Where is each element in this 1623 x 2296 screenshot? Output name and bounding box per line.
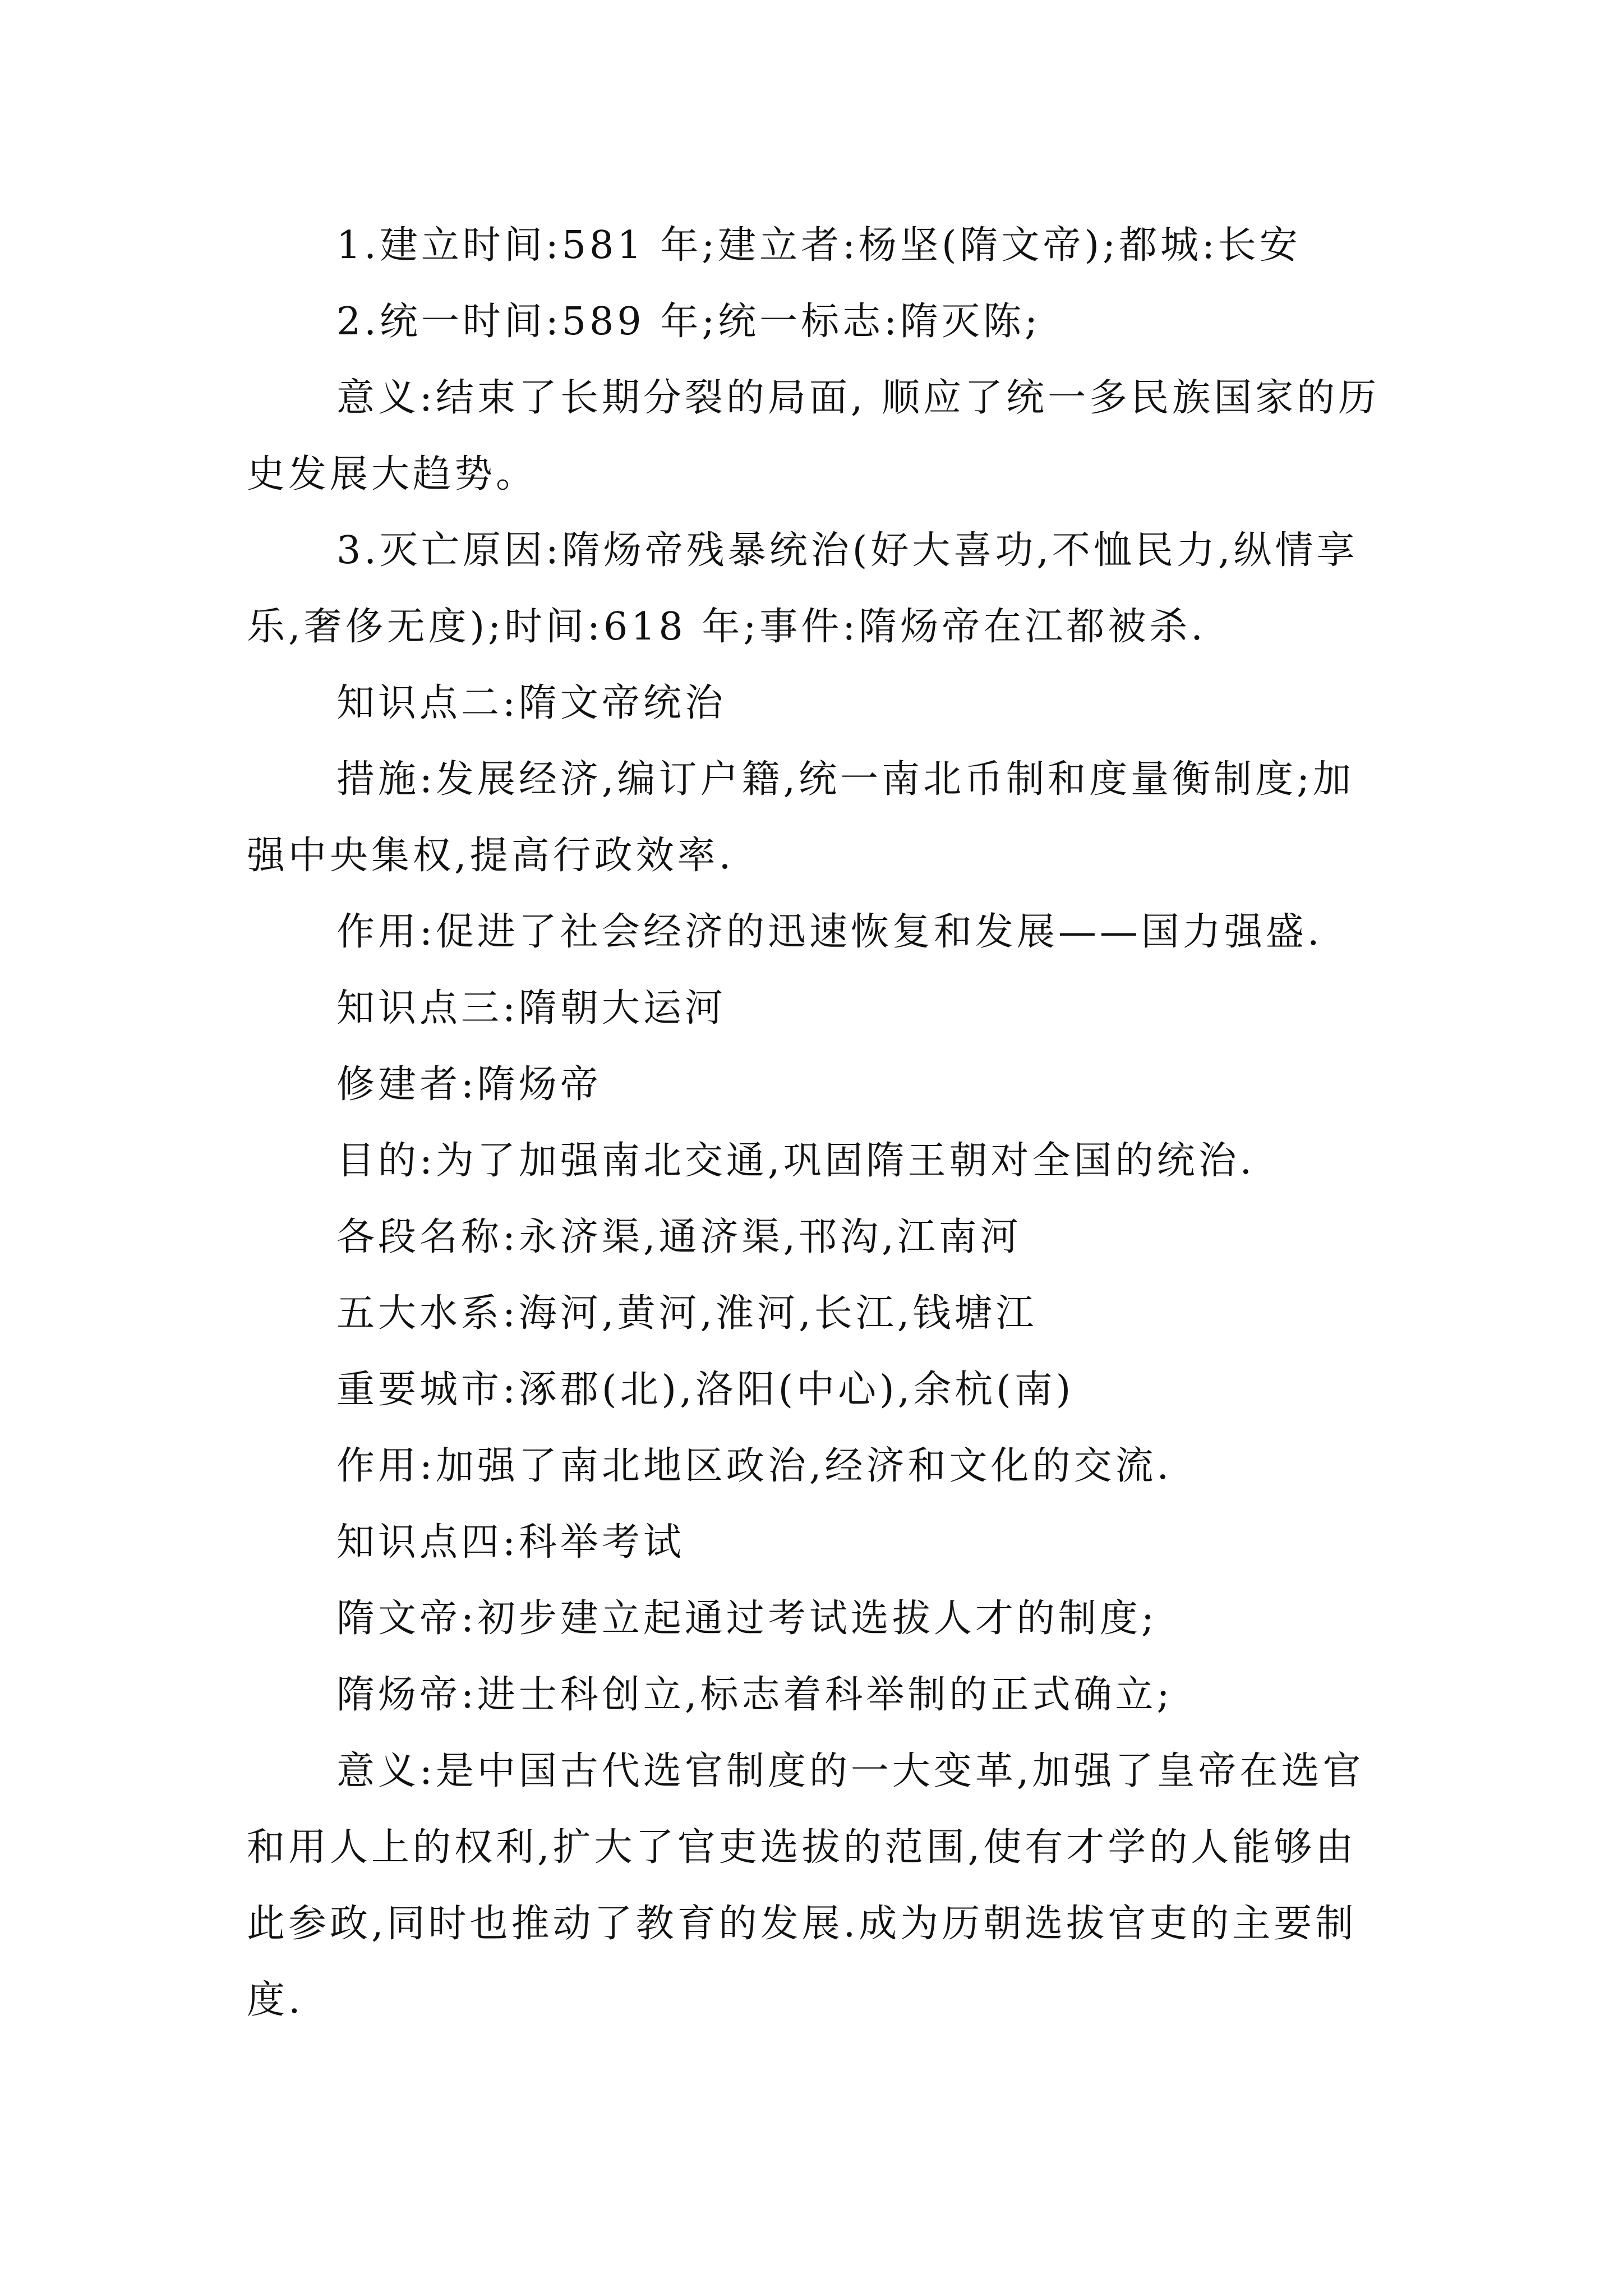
paragraph-important-cities: 重要城市:涿郡(北),洛阳(中心),余杭(南) [336,1368,1075,1412]
paragraph-founding: 1.建立时间:581 年;建立者:杨坚(隋文帝);都城:长安 [336,223,1301,268]
heading-knowledge-point-4: 知识点四:科举考试 [336,1520,685,1565]
paragraph-effect-canal: 作用:加强了南北地区政治,经济和文化的交流. [336,1444,1173,1488]
paragraph-wendi-exam: 隋文帝:初步建立起通过考试选拔人才的制度; [336,1596,1158,1641]
paragraph-unification: 2.统一时间:589 年;统一标志:隋灭陈; [336,300,1041,344]
heading-knowledge-point-3: 知识点三:隋朝大运河 [336,986,726,1030]
paragraph-builder: 修建者:隋炀帝 [336,1062,602,1107]
paragraph-fall: 3.灭亡原因:隋炀帝残暴统治(好大喜功,不恤民力,纵情享乐,奢侈无度);时间:618 年;事件:隋炀帝在江都被杀. [247,528,1358,649]
paragraph-unification-significance: 意义:结束了长期分裂的局面, 顺应了统一多民族国家的历史发展大趋势。 [247,376,1380,496]
paragraph-yangdi-exam: 隋炀帝:进士科创立,标志着科举制的正式确立; [336,1673,1173,1717]
paragraph-measures: 措施:发展经济,编订户籍,统一南北币制和度量衡制度;加强中央集权,提高行政效率. [247,757,1355,878]
paragraph-water-systems: 五大水系:海河,黄河,淮河,长江,钱塘江 [336,1291,1038,1336]
paragraph-effect-wendi: 作用:促进了社会经济的迅速恢复和发展——国力强盛. [336,910,1323,954]
heading-knowledge-point-2: 知识点二:隋文帝统治 [336,681,726,725]
paragraph-purpose: 目的:为了加强南北交通,巩固隋王朝对全国的统治. [336,1139,1256,1183]
paragraph-canal-sections: 各段名称:永济渠,通济渠,邗沟,江南河 [336,1215,1022,1259]
document-body [247,208,1391,2039]
paragraph-exam-significance: 意义:是中国古代选官制度的一大变革,加强了皇帝在选官和用人上的权利,扩大了官吏选拔的范围,使有才学的人能够由此参政,同时也推动了教育的发展.成为历朝选拔官吏的主要制度. [247,1749,1364,2022]
